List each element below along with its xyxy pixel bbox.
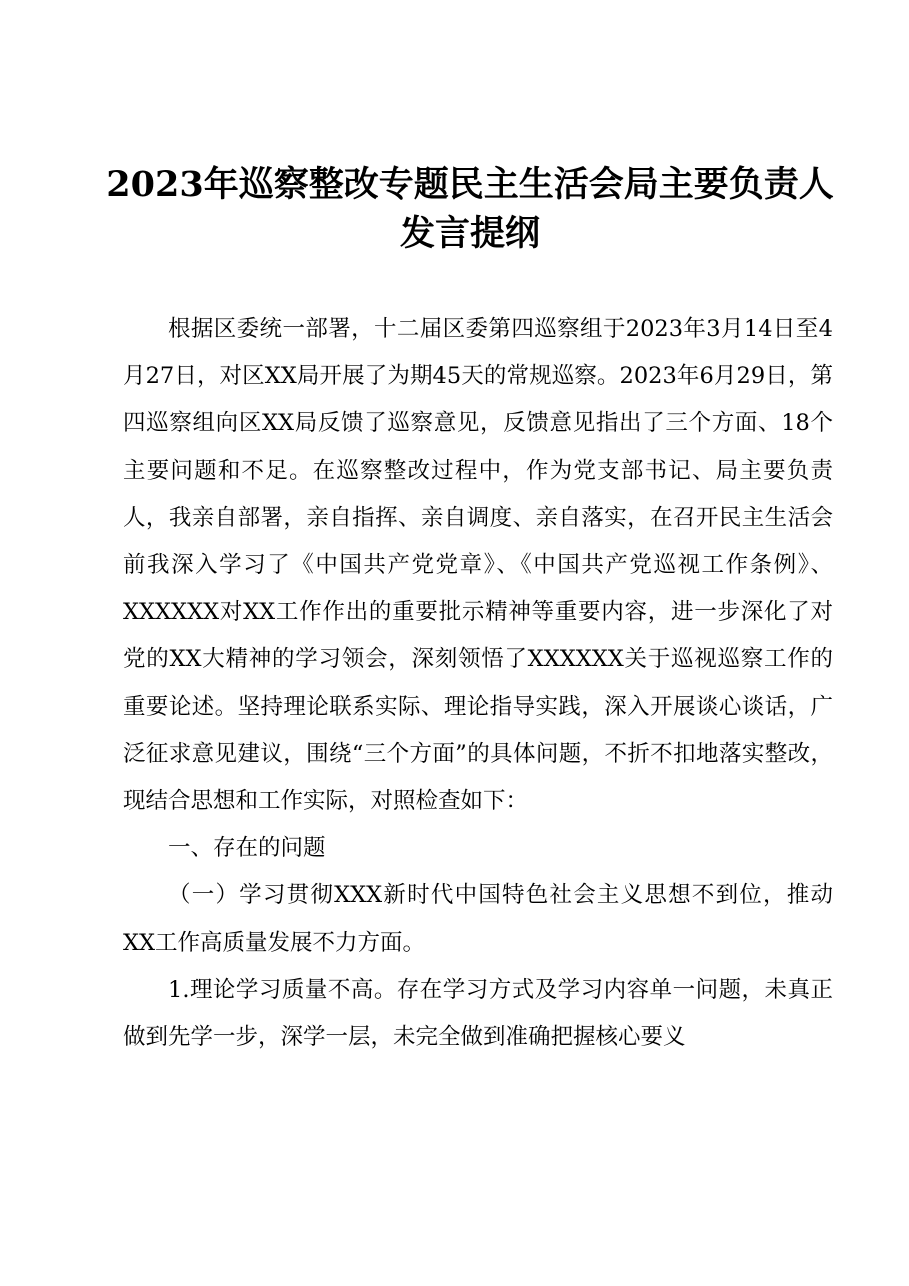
paragraph-item-1: 1.理论学习质量不高。存在学习方式及学习内容单一问题，未真正做到先学一步，深学一层，未完全做到准确把握核心要义 <box>123 976 833 1051</box>
document-title: 2023年巡察整改专题民主生活会局主要负责人发言提纲 <box>106 164 834 254</box>
section-heading-problems: 一、存在的问题 <box>168 835 326 862</box>
subsection-heading-1: （一）学习贯彻XXX新时代中国特色社会主义思想不到位，推动XX工作高质量发展不力方面。 <box>123 882 833 956</box>
paragraph-intro: 根据区委统一部署，十二届区委第四巡察组于2023年3月14日至4月27日，对区XX局开展了为期45天的常规巡察。2023年6月29日，第四巡察组向区XX局反馈了巡察意见，反馈意见指出了三个方面、18个主要问题和不足。在巡察整改过程中，作为党支部书记、局主要负责人，我亲自部署，亲自指挥、亲自调度、亲自落实，在召开民主生活会前我深入学习了《中国共产党党章》、《中国共产党巡视工作条例》、XXXXXX对XX工作作出的重要批示精神等重要内容，进一步深化了对党的XX大精神的学习领会，深刻领悟了XXXXXX关于巡视巡察工作的重要论述。坚持理论联系实际、理论指导实践，深入开展谈心谈话，广泛征求意见建议，围绕“三个方面”的具体问题，不折不扣地落实整改，现结合思想和工作实际，对照检查如下： <box>123 316 833 815</box>
document-body <box>123 306 833 1061</box>
